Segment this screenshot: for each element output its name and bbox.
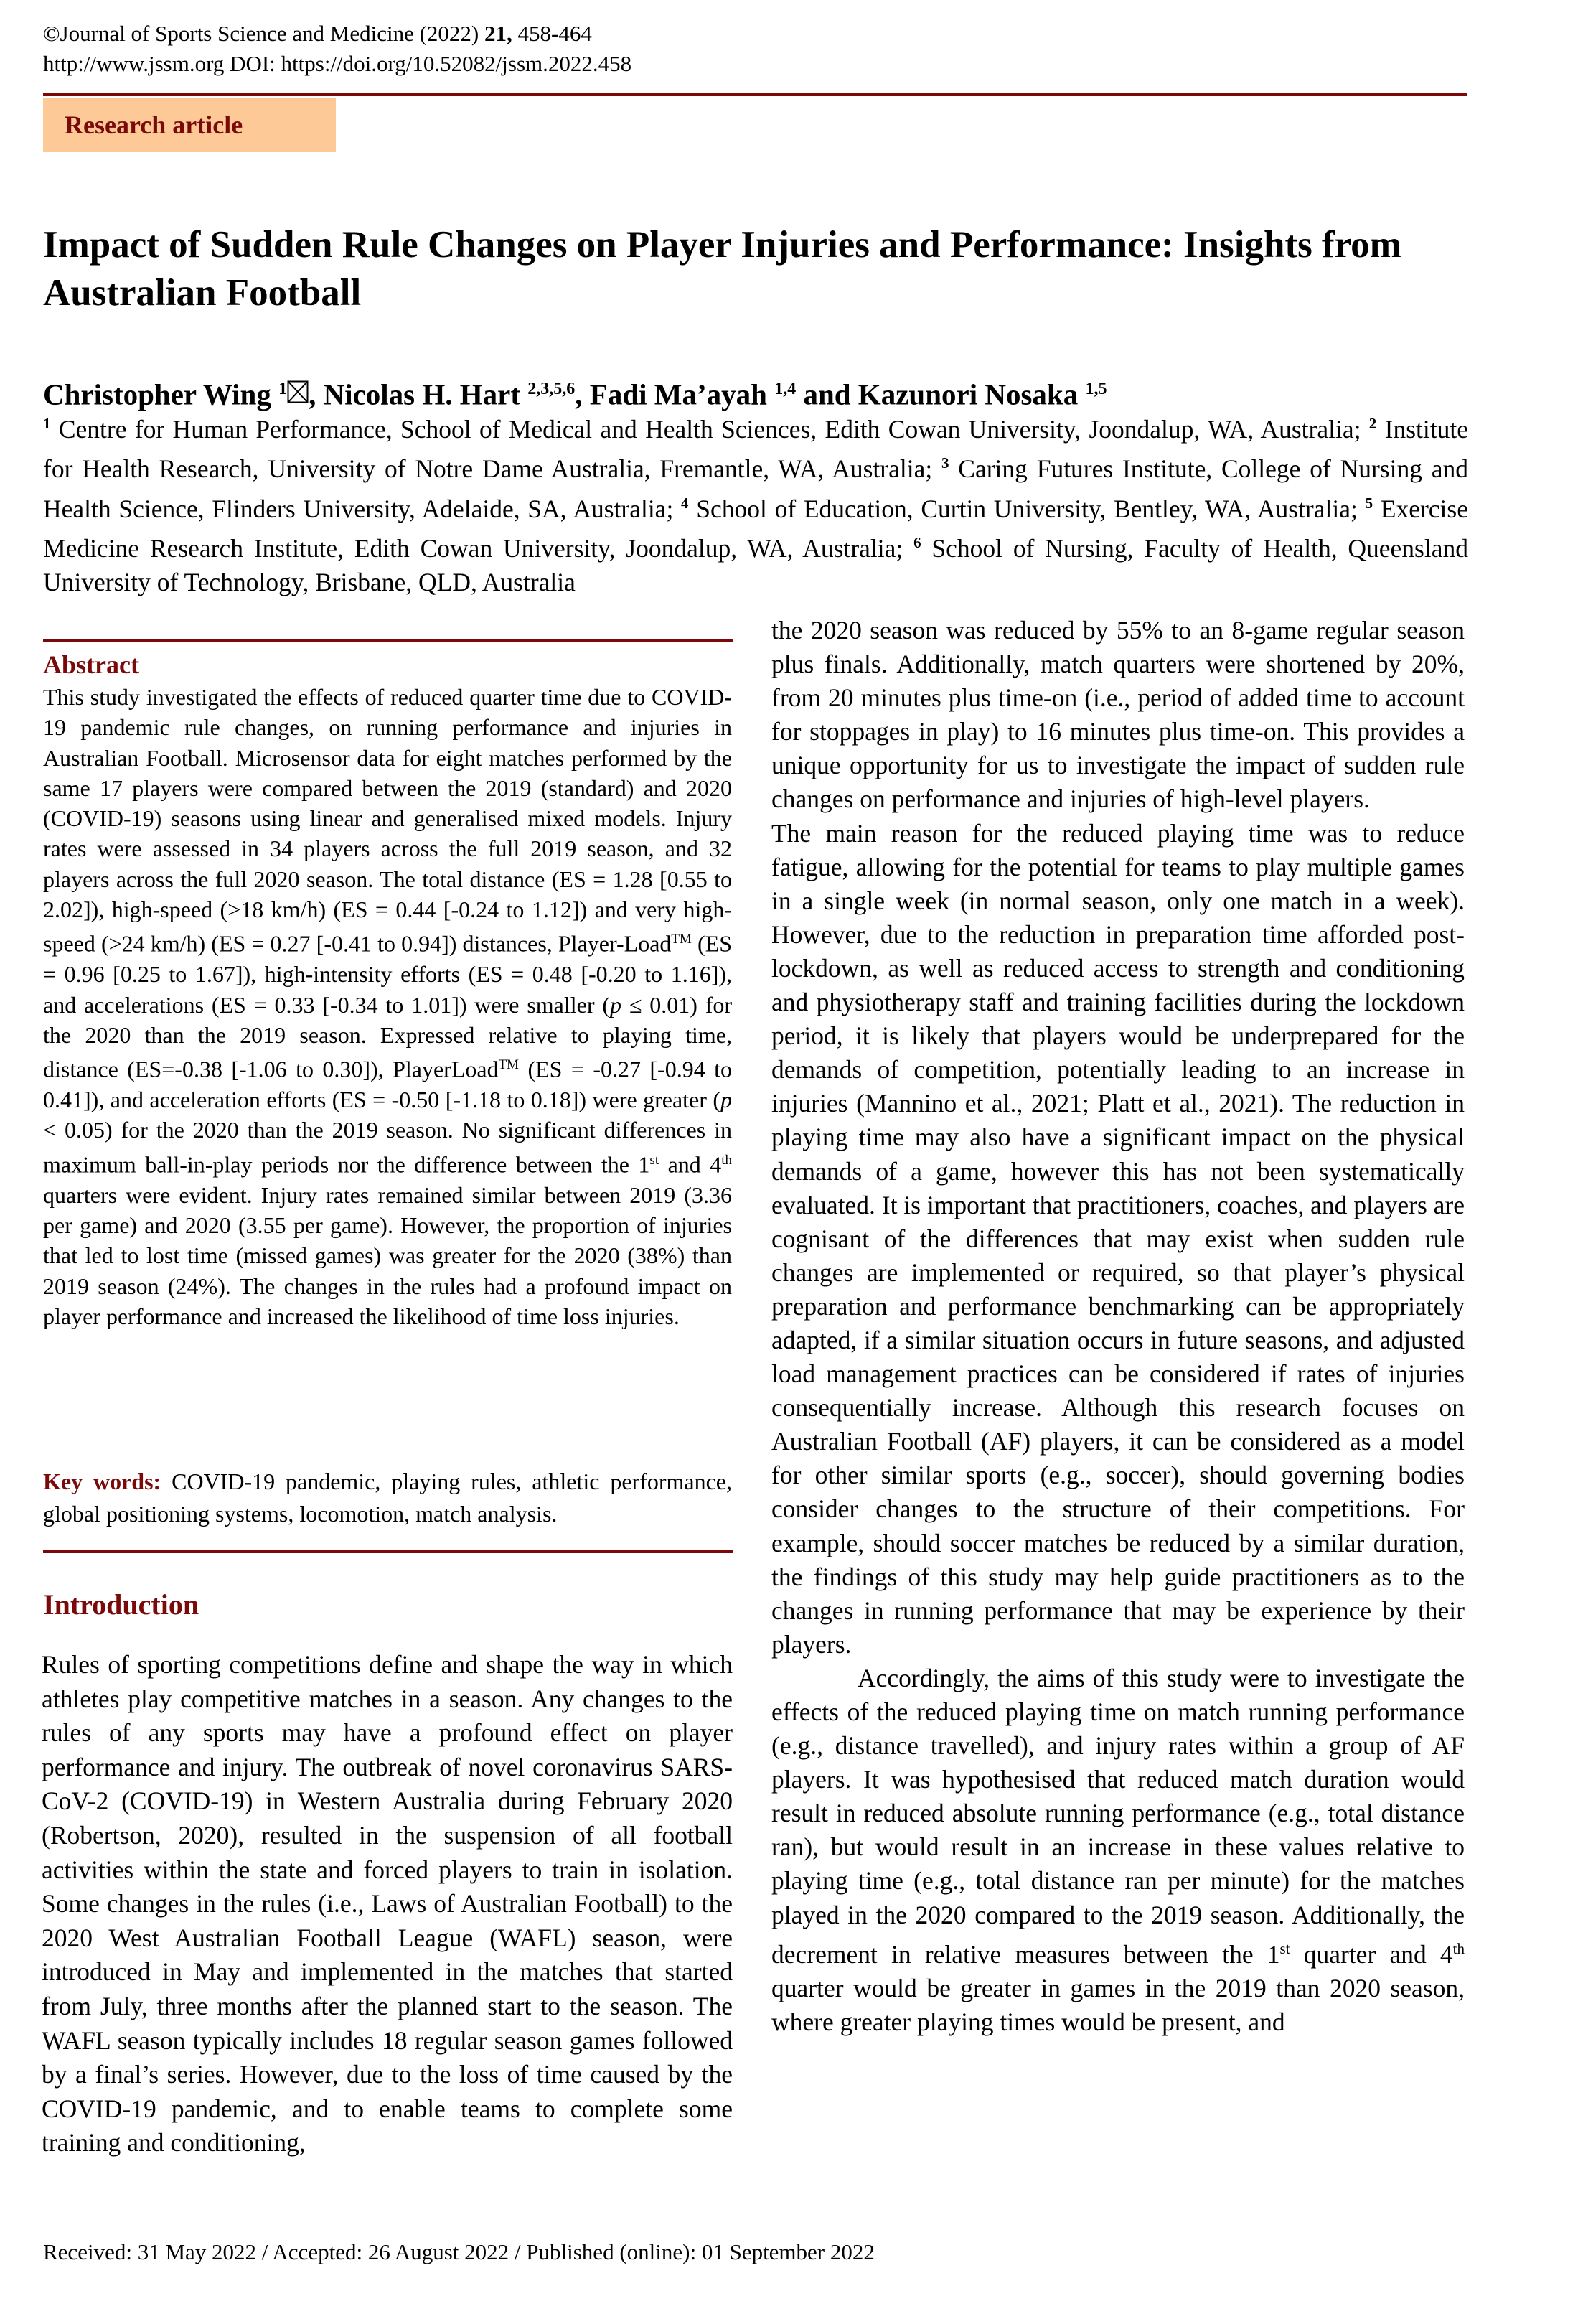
author-list: Christopher Wing $^1$ , Nicolas H. Hart $^{2,3,5,6}$, Fadi Ma’ayah $^{1,4}$ and Kazunori Nosaka $^{1,5}$ <box>43 367 1107 416</box>
doi-line[interactable]: http://www.jssm.org DOI: https://doi.org/10.52082/jssm.2022.458 <box>43 51 632 76</box>
introduction-left-paragraph: Rules of sporting competitions define and shape the way in which athletes play competitive matches in a season. Any changes to the rules of any sports may have a profound effect on player performance and injury. The outbreak of novel coronavirus SARS-CoV-2 (COVID-19) in Western Australia during February 2020 (Robertson, 2020), resulted in the suspension of all football activities within the state and forced players to train in isolation. Some changes in the rules (i.e., Laws of Australian Football) to the 2020 West Australian Football League (WAFL) season, were introduced in May and implemented in the matches that started from July, three months after the planned start to the season. The WAFL season typically includes 18 regular season games followed by a final’s series. However, due to the loss of time caused by the COVID-19 pandemic, and to enable teams to complete some training and conditioning, <box>42 1650 733 2157</box>
header-divider <box>43 93 1467 96</box>
affiliation: Centre for Human Performance, School of Medical and Health Sciences, Edith Cowan University, Joondalup, WA, Australia; <box>50 414 1369 444</box>
affiliation: School of Nursing, Faculty of Health, Queensland University of Technology, Brisbane, QLD, Australia <box>43 533 1468 597</box>
introduction-right-column <box>771 614 1465 2039</box>
author-name: Christopher Wing <box>43 378 271 411</box>
author-name: Kazunori Nosaka <box>858 378 1079 411</box>
author-affil: 1,4 <box>774 380 797 398</box>
journal-citation: ©Journal of Sports Science and Medicine (2022) 21, 458-464 <box>43 21 592 46</box>
abstract-body: This study investigated the effects of reduced quarter time due to COVID-19 pandemic rule changes, on running performance and injuries in Australian Football. Microsensor data for eight matches performed by the same 17 players were compared between the 2019 (standard) and 2020 (COVID-19) seasons using linear and generalised mixed models. Injury rates were assessed in 34 players across the full 2019 season, and 32 players across the full 2020 season. The total distance (ES = 1.28 [0.55 to 2.02]), high-speed (>18 km/h) (ES = 0.44 [-0.24 to 1.12]) and very high-speed (>24 km/h) (ES = 0.27 [-0.41 to 0.94]) distances, Player-Load™ (ES = 0.96 [0.25 to 1.67]), high-intensity efforts (ES = 0.48 [-0.20 to 1.16]), and accelerations (ES = 0.33 [-0.34 to 1.01]) were smaller (p ≤ 0.01) for the 2020 than the 2019 season. Expressed relative to playing time, distance (ES=-0.38 [-1.06 to 0.30]), PlayerLoad™ (ES = -0.27 [-0.94 to 0.41]), and acceleration efforts (ES = -0.50 [-1.18 to 0.18]) were greater (p < 0.05) for the 2020 than the 2019 season. No significant differences in maximum ball-in-play periods nor the difference between the 1st and 4th quarters were evident. Injury rates remained similar between 2019 (3.36 per game) and 2020 (3.55 per game). However, the proportion of injuries that led to lost time (missed games) was greater for the 2020 (38%) than 2019 season (24%). The changes in the rules had a profound impact on player performance and increased the likelihood of time loss injuries. <box>43 684 733 1329</box>
keywords-label: Key words: <box>43 1468 161 1494</box>
envelope-icon[interactable] <box>287 372 309 395</box>
paragraph: the 2020 season was reduced by 55% to an 8-game regular season plus finals. Additionally, match quarters were shortened by 20%, from 20 minutes plus time-on (i.e., period of added time to account for stoppages in play) to 16 minutes plus time-on. This provides a unique opportunity for us to investigate the impact of sudden rule changes on performance and injuries of high-level players. <box>771 616 1465 814</box>
abstract-heading: Abstract <box>43 650 139 679</box>
publication-dates: Received: 31 May 2022 / Accepted: 26 August 2022 / Published (online): 01 September 2022 <box>43 2239 875 2264</box>
article-title: Impact of Sudden Rule Changes on Player Injuries and Performance: Insights from Australian Football <box>43 224 1401 314</box>
abstract-bottom-divider <box>43 1550 733 1553</box>
abstract-top-divider <box>43 639 733 642</box>
affiliation: Exercise Medicine Research Institute, Edith Cowan University, Joondalup, WA, Australia; <box>43 494 1468 563</box>
article-type-badge: Research article <box>43 98 336 152</box>
author-affil: 1 <box>278 380 288 398</box>
keywords-text: COVID-19 pandemic, playing rules, athletic performance, global positioning systems, locomotion, match analysis. <box>43 1468 733 1527</box>
author-name: Nicolas H. Hart <box>323 378 521 411</box>
affiliation: Caring Futures Institute, College of Nursing and Health Science, Flinders University, Adelaide, SA, Australia; <box>43 454 1468 523</box>
journal-header <box>43 19 631 79</box>
keywords <box>43 1466 732 1530</box>
author-name: Fadi Ma’ayah <box>589 378 767 411</box>
author-affil: 1,5 <box>1085 380 1107 398</box>
affiliation: School of Education, Curtin University, Bentley, WA, Australia; <box>688 494 1366 523</box>
paragraph: The main reason for the reduced playing time was to reduce fatigue, allowing for the potential for teams to play multiple games in a single week (in normal season, only one match in a week). However, due to the reduction in preparation time afforded post-lockdown, as well as reduced access to strength and conditioning and physiotherapy staff and training facilities during the lockdown period, it is likely that players would be underprepared for the demands of competition, potentially leading to an increase in injuries (Mannino et al., 2021; Platt et al., 2021). The reduction in playing time may also have a significant impact on the physical demands of a game, however this has not been systematically evaluated. It is important that practitioners, coaches, and players are cognisant of the differences that may exist when sudden rule changes are implemented or required, so that player’s physical preparation and performance benchmarking can be appropriately adapted, if a similar situation occurs in future seasons, and adjusted load management practices can be considered if rates of injuries consequentially increase. Although this research focuses on Australian Football (AF) players, it can be considered as a model for other similar sports (e.g., soccer), should governing bodies consider changes to the structure of their competitions. For example, should soccer matches be reduced by a similar duration, the findings of this study may help guide practitioners as to the changes in running performance that may be experience by their players. <box>771 818 1465 1659</box>
paragraph: Accordingly, the aims of this study were to investigate the effects of the reduced playing time on match running performance (e.g., distance travelled), and injury rates within a group of AF players. It was hypothesised that reduced match duration would result in reduced absolute running performance (e.g., total distance ran), but would result in an increase in these values relative to playing time (e.g., total distance ran per minute) for the matches played in the 2020 compared to the 2019 season. Additionally, the decrement in relative measures between the 1st quarter and 4th quarter would be greater in games in the 2019 than 2020 season, where greater playing times would be present, and <box>771 1663 1465 2036</box>
introduction-heading: Introduction <box>43 1588 199 1621</box>
affiliation: Institute for Health Research, University of Notre Dame Australia, Fremantle, WA, Australia; <box>43 414 1468 484</box>
affiliations: $^1$ Centre for Human Performance, School of Medical and Health Sciences, Edith Cowan University, Joondalup, WA, Australia; $^2$ Institute for Health Research, University of Notre Dame Australia, Fremantle, WA, Australia; $^3$ Caring Futures Institute, College of Nursing and Health Science, Flinders University, Adelaide, SA, Australia; $^4$ School of Education, Curtin University, Bentley, WA, Australia; $^5$ Exercise Medicine Research Institute, Edith Cowan University, Joondalup, WA, Australia; $^6$ School of Nursing, Faculty of Health, Queensland University of Technology, Brisbane, QLD, Australia <box>43 414 1468 597</box>
author-affil: 2,3,5,6 <box>527 380 576 398</box>
